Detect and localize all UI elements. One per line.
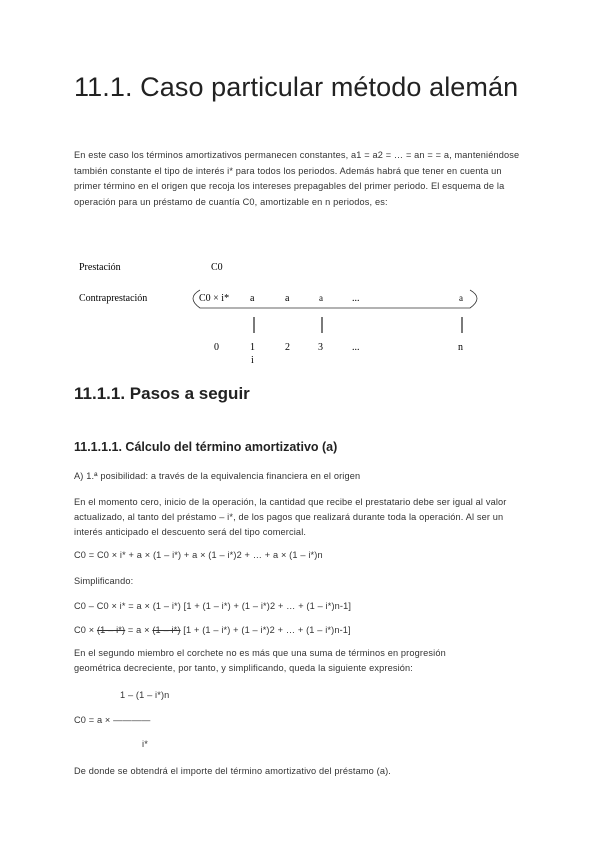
eq3-part-c: [1 + (1 – i*) + (1 – i*)2 + … + (1 – i*)n-1] (180, 625, 351, 635)
term-n: a (459, 293, 463, 303)
period-n: n (458, 342, 463, 353)
term-initial: C0 × i* (199, 293, 230, 304)
simplificando-label: Simplificando: (74, 576, 134, 586)
intro-paragraph: En este caso los términos amortizativos permanecen constantes, a1 = a2 = … = an = = a, manteniéndose también constante el tipo de interés i* para todos los periodos. Además habrá que tener en cuenta un primer término en el origen que recoja los intereses prepagables del primer periodo. El esquema de la operación para un préstamo de cuantía C0, amortizable en n periodos, es: (74, 150, 520, 207)
contraprestacion-label: Contraprestación (79, 293, 148, 304)
eq3-struck-2: (1 – i*) (152, 625, 181, 635)
fraction-equation: C0 = a × ———— (74, 715, 151, 725)
fraction-denominator: i* (142, 739, 148, 749)
closing-sentence: De donde se obtendrá el importe del término amortizativo del préstamo (a). (74, 766, 391, 776)
term-1: a (250, 293, 255, 304)
prestacion-label: Prestación (79, 262, 121, 273)
operation-scheme-diagram (0, 0, 600, 400)
period-1: 1 (250, 342, 255, 353)
period-2: 2 (285, 342, 290, 353)
period-3: 3 (318, 342, 323, 353)
period-0: 0 (214, 342, 219, 353)
eq3-struck-1: (1 – i*) (96, 625, 126, 635)
equation-2: C0 – C0 × i* = a × (1 – i*) [1 + (1 – i*) + (1 – i*)2 + … + (1 – i*)n-1] (74, 601, 352, 611)
prestacion-value: C0 (211, 262, 223, 273)
subsection-heading: 11.1.1.1. Cálculo del término amortizativo (a) (74, 440, 338, 454)
eq3-part-a: C0 × (74, 625, 97, 635)
period-ellipsis: ... (352, 342, 360, 353)
page-title: 11.1. Caso particular método alemán (74, 72, 519, 102)
equation-3 (74, 625, 351, 635)
term-2: a (285, 293, 290, 304)
paragraph-progression: En el segundo miembro el corchete no es más que una suma de términos en progresión geométrica decreciente, por tanto, y simplificando, queda la siguiente expresión: (74, 648, 446, 673)
section-heading: 11.1.1. Pasos a seguir (74, 384, 250, 403)
paragraph-equivalence: En el momento cero, inicio de la operación, la cantidad que recibe el prestatario debe ser igual al valor actualizado, al tanto del préstamo – i*, de los pagos que realizará durante toda la operación. Al ser un interés anticipado el descuento será del tipo comercial. (74, 497, 507, 537)
eq3-part-b: = a × (125, 625, 153, 635)
option-a-line: A) 1.ª posibilidad: a través de la equivalencia financiera en el origen (74, 471, 361, 481)
equation-1: C0 = C0 × i* + a × (1 – i*) + a × (1 – i*)2 + … + a × (1 – i*)n (74, 550, 323, 560)
period-1-sub: i (251, 355, 254, 366)
term-ellipsis: ... (352, 293, 360, 304)
term-3: a (319, 293, 323, 303)
payment-bracket (193, 290, 477, 308)
fraction-numerator: 1 – (1 – i*)n (120, 690, 170, 700)
